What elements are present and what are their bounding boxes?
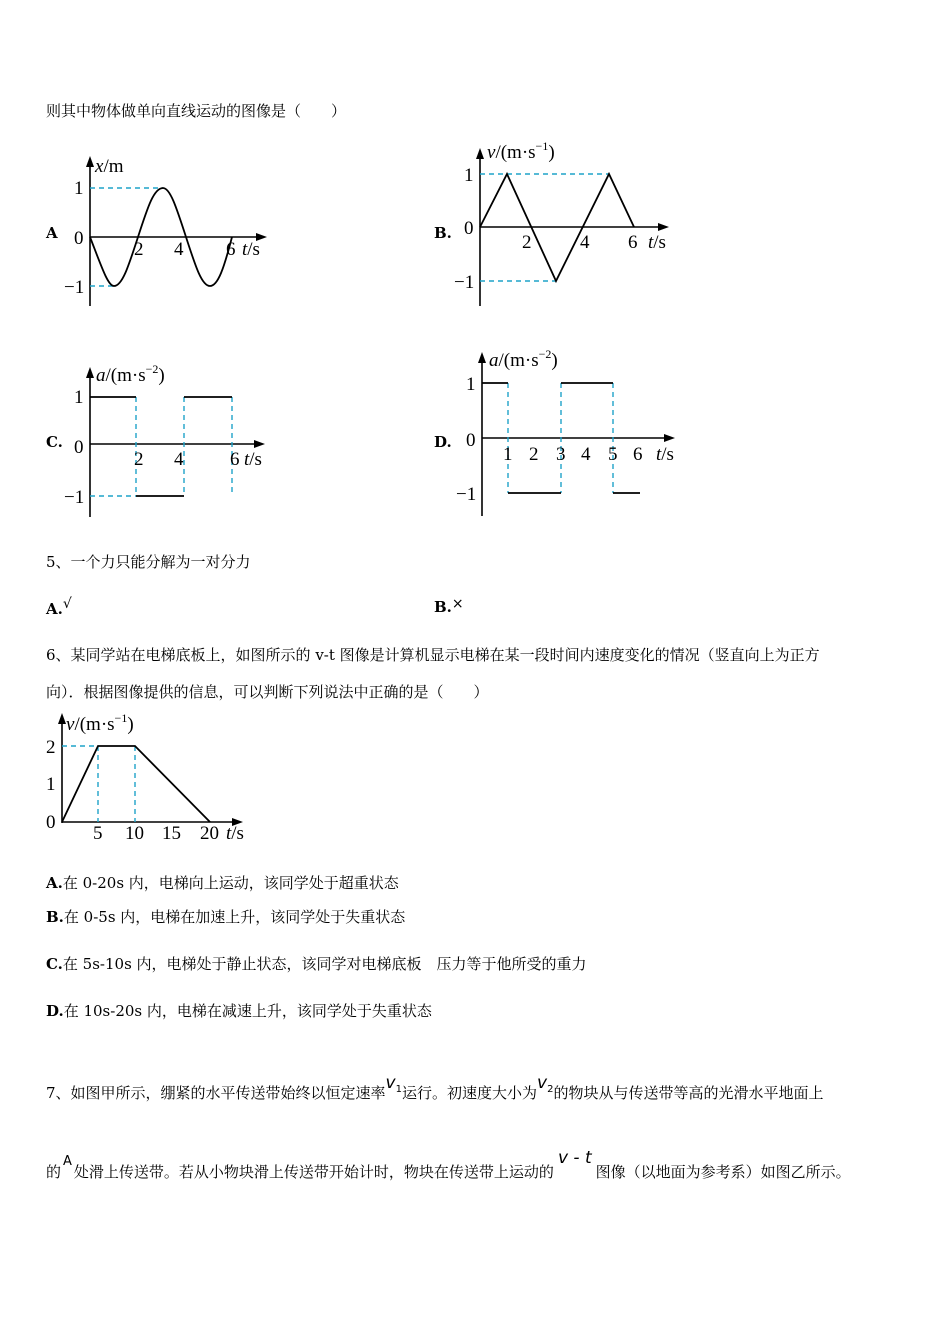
- a-tick-y0: 0: [74, 228, 84, 249]
- option-d-label: D.: [434, 433, 452, 451]
- q6-option-c[interactable]: [46, 955, 587, 973]
- q6-option-d-text: 在 10s-20s 内，电梯在减速上升，该同学处于失重状态: [63, 1002, 432, 1020]
- b-tick-ym1: −1: [454, 272, 475, 293]
- q7-v1: v: [385, 1073, 396, 1093]
- a-ylabel: x/m: [95, 156, 124, 177]
- b-tick-x2: 2: [522, 232, 532, 253]
- q7-v2: v: [537, 1073, 548, 1093]
- q6-stem-line2: 向）．根据图像提供的信息，可以判断下列说法中正确的是（ ）: [46, 683, 489, 701]
- b-tick-x6: 6: [628, 232, 638, 253]
- d-tick-x1: 1: [503, 444, 513, 465]
- a-xlabel: t/s: [242, 239, 260, 260]
- q4-stem: 则其中物体做单向直线运动的图像是（ ）: [46, 102, 347, 120]
- q6-tick-x5: 5: [93, 823, 103, 844]
- c-tick-x2: 2: [134, 449, 144, 470]
- q6-option-d[interactable]: [46, 1002, 432, 1020]
- q7-line1: [46, 1073, 823, 1102]
- a-tick-x4: 4: [174, 239, 184, 260]
- q6-option-a-text: 在 0-20s 内，电梯向上运动，该同学处于超重状态: [62, 874, 399, 892]
- q6-xlabel: t/s: [226, 823, 244, 844]
- q5-option-b-label: B.: [434, 598, 452, 616]
- q7-part1: 7、如图甲所示，绷紧的水平传送带始终以恒定速率: [46, 1084, 386, 1102]
- q6-option-b[interactable]: [46, 908, 405, 926]
- q5-option-b[interactable]: [434, 596, 464, 616]
- q6-option-d-label: D.: [46, 1002, 64, 1020]
- q6-option-b-label: B.: [46, 908, 64, 926]
- cross-icon: ×: [451, 596, 464, 612]
- a-tick-x6: 6: [226, 239, 236, 260]
- q5-option-a[interactable]: [46, 596, 72, 618]
- d-ylabel: $a/(m\cdot s^{-2})$: [489, 347, 558, 371]
- a-tick-y1: 1: [74, 178, 84, 199]
- d-tick-x5: 5: [608, 444, 618, 465]
- q7-part6: 图像（以地面为参考系）如图乙所示。: [595, 1163, 851, 1181]
- q7-v1-sub: 1: [395, 1084, 402, 1095]
- q6-option-a[interactable]: [46, 874, 399, 892]
- d-xlabel: t/s: [656, 444, 674, 465]
- graph-c-a-t: [50, 355, 310, 525]
- q6-tick-y0: 0: [46, 812, 56, 833]
- q6-tick-y1: 1: [46, 774, 56, 795]
- q5-stem: 5、一个力只能分解为一对分力: [46, 553, 251, 571]
- b-ylabel: $v/(m\cdot s^{-1})$: [487, 139, 555, 163]
- d-tick-x4: 4: [581, 444, 591, 465]
- graph-b-v-t: [450, 138, 710, 308]
- d-tick-x6: 6: [633, 444, 643, 465]
- option-b-label: B.: [434, 224, 452, 242]
- q6-option-c-label: C.: [46, 955, 63, 973]
- b-xlabel: t/s: [648, 232, 666, 253]
- q6-tick-x10: 10: [125, 823, 144, 844]
- c-tick-x6: 6: [230, 449, 240, 470]
- option-a-label: A: [46, 224, 58, 242]
- q7-line2: [46, 1148, 851, 1181]
- c-tick-ym1: −1: [64, 487, 85, 508]
- b-tick-x4: 4: [580, 232, 590, 253]
- d-tick-x2: 2: [529, 444, 539, 465]
- q7-part5: 处滑上传送带。若从小物块滑上传送带开始计时，物块在传送带上运动的: [73, 1163, 554, 1181]
- b-tick-y1: 1: [464, 165, 474, 186]
- c-ylabel: $a/(m\cdot s^{-2})$: [96, 362, 165, 386]
- q7-part3: 的物块从与传送带等高的光滑水平地面上: [553, 1084, 824, 1102]
- q7-part2: 运行。初速度大小为: [401, 1084, 537, 1102]
- q6-option-c-text: 在 5s-10s 内，电梯处于静止状态，该同学对电梯底板 压力等于他所受的重力: [62, 955, 587, 973]
- q6-trapezoid: [62, 746, 210, 822]
- b-tick-y0: 0: [464, 218, 474, 239]
- q7-part4: 的: [46, 1163, 62, 1181]
- c-tick-y0: 0: [74, 437, 84, 458]
- q6-option-b-text: 在 0-5s 内，电梯在加速上升，该同学处于失重状态: [63, 908, 406, 926]
- q6-stem-line1: 6、某同学站在电梯底板上，如图所示的 v-t 图像是计算机显示电梯在某一段时间内速度变化的情况（竖直向上为正方: [46, 646, 820, 664]
- check-icon: √: [62, 596, 72, 612]
- q6-ylabel: $v/(m\cdot s^{-1})$: [66, 711, 134, 735]
- q7-vt: v - t: [557, 1148, 592, 1168]
- q5-option-a-label: A.: [46, 600, 63, 618]
- q6-option-a-label: A.: [46, 874, 63, 892]
- d-tick-x3: 3: [556, 444, 566, 465]
- d-tick-y1: 1: [466, 374, 476, 395]
- graph-q6-v-t: [40, 708, 270, 848]
- d-tick-ym1: −1: [456, 484, 477, 505]
- q7-v2-sub: 2: [547, 1084, 554, 1095]
- q6-tick-y2: 2: [46, 737, 56, 758]
- q6-tick-x15: 15: [162, 823, 181, 844]
- q7-point-a: A: [63, 1154, 72, 1169]
- a-tick-x2: 2: [134, 239, 144, 260]
- c-tick-y1: 1: [74, 387, 84, 408]
- graph-d-a-t: [450, 340, 710, 520]
- c-tick-x4: 4: [174, 449, 184, 470]
- graph-a-x-t: [50, 148, 290, 318]
- c-xlabel: t/s: [244, 449, 262, 470]
- q6-tick-x20: 20: [200, 823, 219, 844]
- a-tick-ym1: −1: [64, 277, 85, 298]
- d-tick-y0: 0: [466, 430, 476, 451]
- option-c-label: C.: [46, 433, 63, 451]
